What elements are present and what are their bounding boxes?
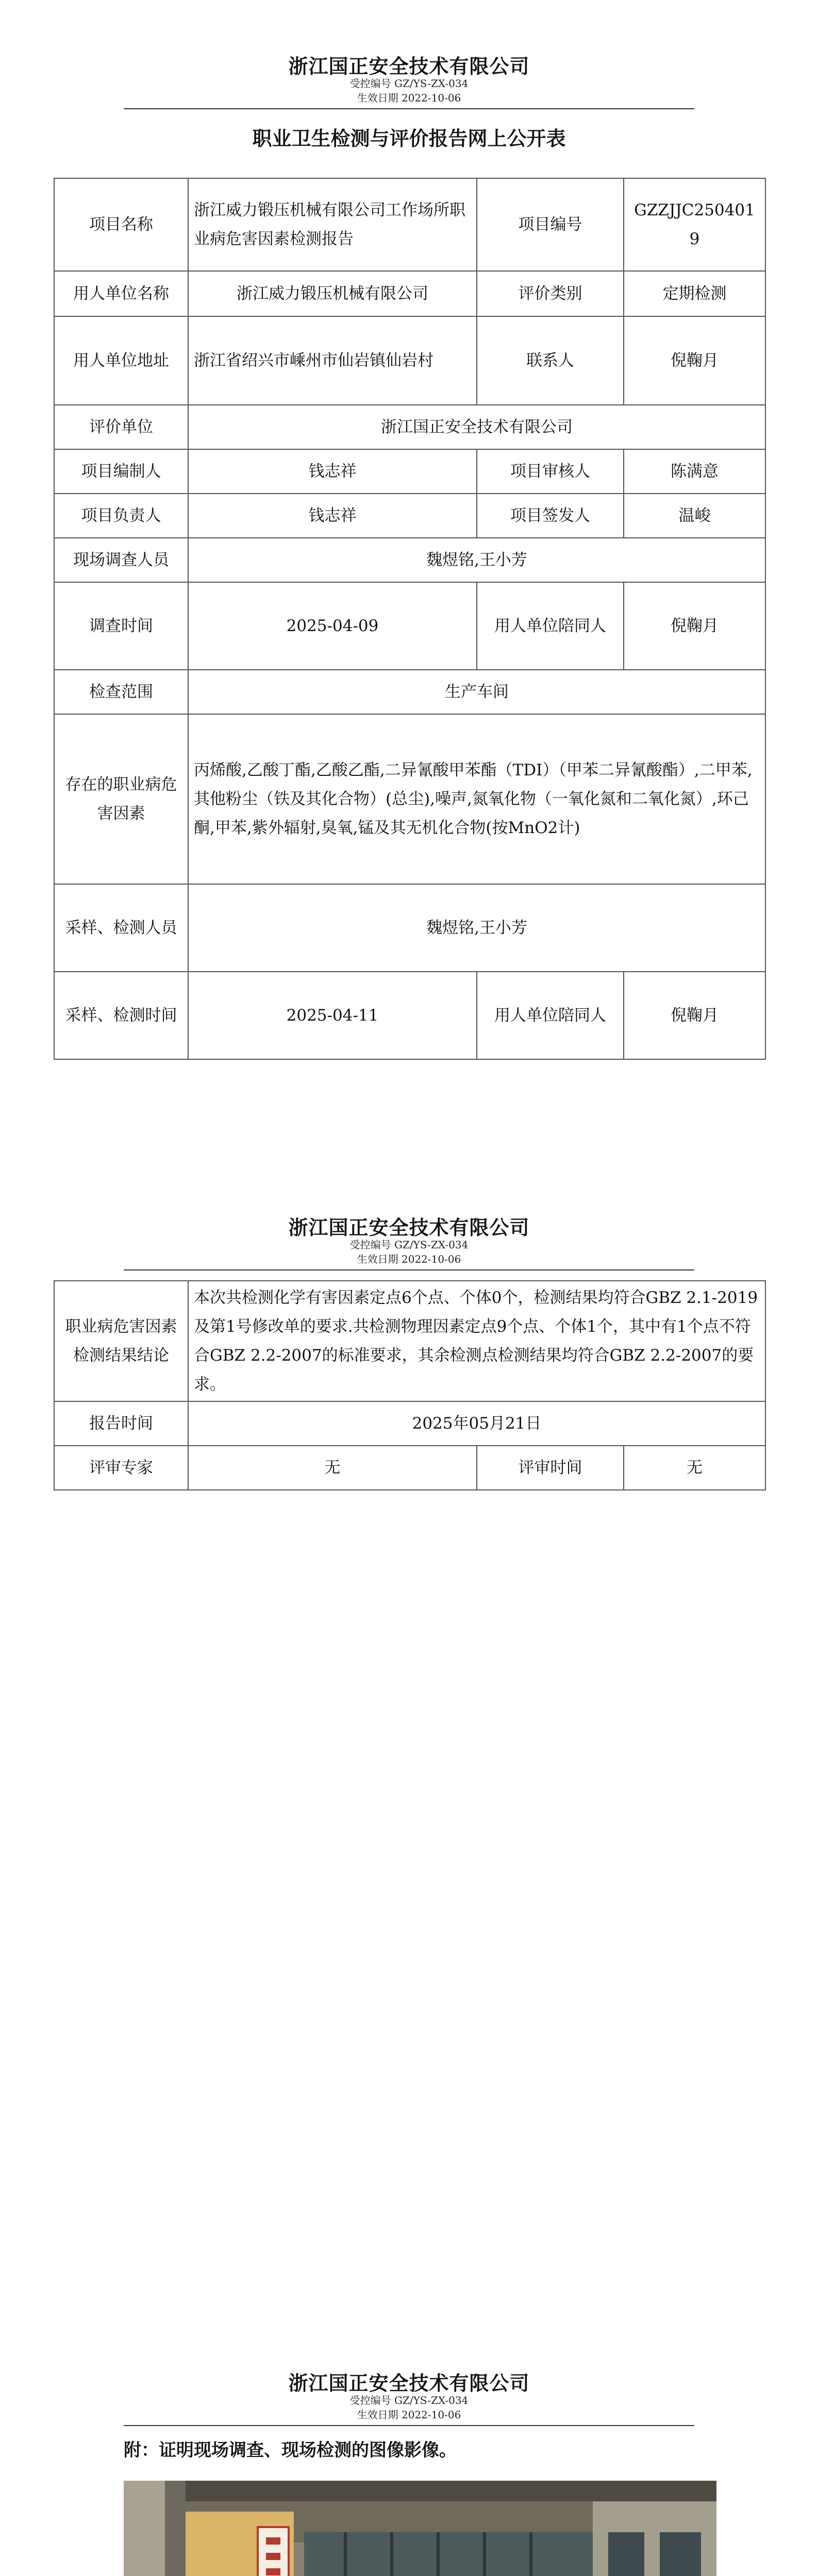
table-row [54,1281,765,1401]
escort2: 倪鞠月 [624,972,765,1059]
compiler-label: 项目编制人 [54,449,188,494]
site-survey-photo [124,2481,716,2576]
company-header: 浙江国正安全技术有限公司 [288,2371,530,2395]
scope: 生产车间 [188,670,765,714]
table-row [54,670,765,714]
scope-label: 检查范围 [54,670,188,714]
review-time-label: 评审时间 [477,1446,624,1490]
conclusion-table [54,1280,766,1490]
effective-date: 生效日期 2022-10-06 [357,92,461,104]
project-no-label: 项目编号 [477,178,624,271]
expert: 无 [188,1446,477,1490]
sampling-staff-label: 采样、检测人员 [54,884,188,972]
control-number: 受控编号 GZ/YS-ZX-034 [349,2394,469,2406]
employer-label: 用人单位名称 [54,271,188,316]
sampling-time-label: 采样、检测时间 [54,972,188,1059]
escort-label: 用人单位陪同人 [477,582,624,670]
review-time: 无 [624,1446,765,1490]
conclusion: 本次共检测化学有害因素定点6个点、个体0个，检测结果均符合GBZ 2.1-2019及第1号修改单的要求.共检测物理因素定点9个点、个体1个，其中有1个点不符合GBZ 2.2-2007的标准要求，其余检测点检测结果均符合GBZ 2.2-2007的要求。 [188,1281,765,1401]
report-time-label: 报告时间 [54,1401,188,1446]
survey-time: 2025-04-09 [188,582,477,670]
contact-label: 联系人 [477,316,624,405]
issuer: 温峻 [624,494,765,538]
expert-label: 评审专家 [54,1446,188,1490]
project-no: GZZJJC2504019 [624,178,765,271]
sampling-staff: 魏煜铭,王小芳 [188,884,765,972]
contact: 倪鞠月 [624,316,765,405]
reviewer: 陈满意 [624,449,765,494]
leader-label: 项目负责人 [54,494,188,538]
hazards-label: 存在的职业病危害因素 [54,714,188,884]
project-name: 浙江威力锻压机械有限公司工作场所职业病危害因素检测报告 [188,178,477,271]
disclosure-table [54,178,766,1060]
table-row [54,271,765,316]
table-row [54,405,765,449]
effective-date: 生效日期 2022-10-06 [357,1253,461,1265]
table-row [54,884,765,972]
investigators-label: 现场调查人员 [54,538,188,582]
eval-type-label: 评价类别 [477,271,624,316]
table-row [54,582,765,670]
header-divider [124,108,694,109]
employer: 浙江威力锻压机械有限公司 [188,271,477,316]
table-row [54,178,765,271]
project-name-label: 项目名称 [54,178,188,271]
control-number: 受控编号 GZ/YS-ZX-034 [349,77,469,90]
control-number: 受控编号 GZ/YS-ZX-034 [349,1239,469,1251]
escort: 倪鞠月 [624,582,765,670]
annex-caption: 附：证明现场调查、现场检测的图像影像。 [124,2440,457,2461]
eval-type: 定期检测 [624,271,765,316]
table-row [54,1446,765,1490]
conclusion-label: 职业病危害因素检测结果结论 [54,1281,188,1401]
leader: 钱志祥 [188,494,477,538]
table-row [54,1401,765,1446]
hazards: 丙烯酸,乙酸丁酯,乙酸乙酯,二异氰酸甲苯酯（TDI）（甲苯二异氰酸酯）,二甲苯,其他粉尘（铁及其化合物）(总尘),噪声,氮氧化物（一氧化氮和二氧化氮）,环己酮,甲苯,紫外辐射,臭氧,锰及其无机化合物(按MnO2计) [188,714,765,884]
report-title: 职业卫生检测与评价报告网上公开表 [252,127,566,150]
reviewer-label: 项目审核人 [477,449,624,494]
table-row [54,972,765,1059]
address-label: 用人单位地址 [54,316,188,405]
table-row [54,449,765,494]
sampling-time: 2025-04-11 [188,972,477,1059]
table-row [54,316,765,405]
header-divider [124,1269,694,1270]
header-divider [124,2425,694,2426]
table-row [54,494,765,538]
company-header: 浙江国正安全技术有限公司 [288,55,530,78]
issuer-label: 项目签发人 [477,494,624,538]
escort2-label: 用人单位陪同人 [477,972,624,1059]
evaluator: 浙江国正安全技术有限公司 [188,405,765,449]
evaluator-label: 评价单位 [54,405,188,449]
investigators: 魏煜铭,王小芳 [188,538,765,582]
effective-date: 生效日期 2022-10-06 [357,2409,461,2421]
survey-time-label: 调查时间 [54,582,188,670]
table-row [54,538,765,582]
table-row [54,714,765,884]
company-header: 浙江国正安全技术有限公司 [288,1216,530,1239]
report-time: 2025年05月21日 [188,1401,765,1446]
compiler: 钱志祥 [188,449,477,494]
address: 浙江省绍兴市嵊州市仙岩镇仙岩村 [188,316,477,405]
